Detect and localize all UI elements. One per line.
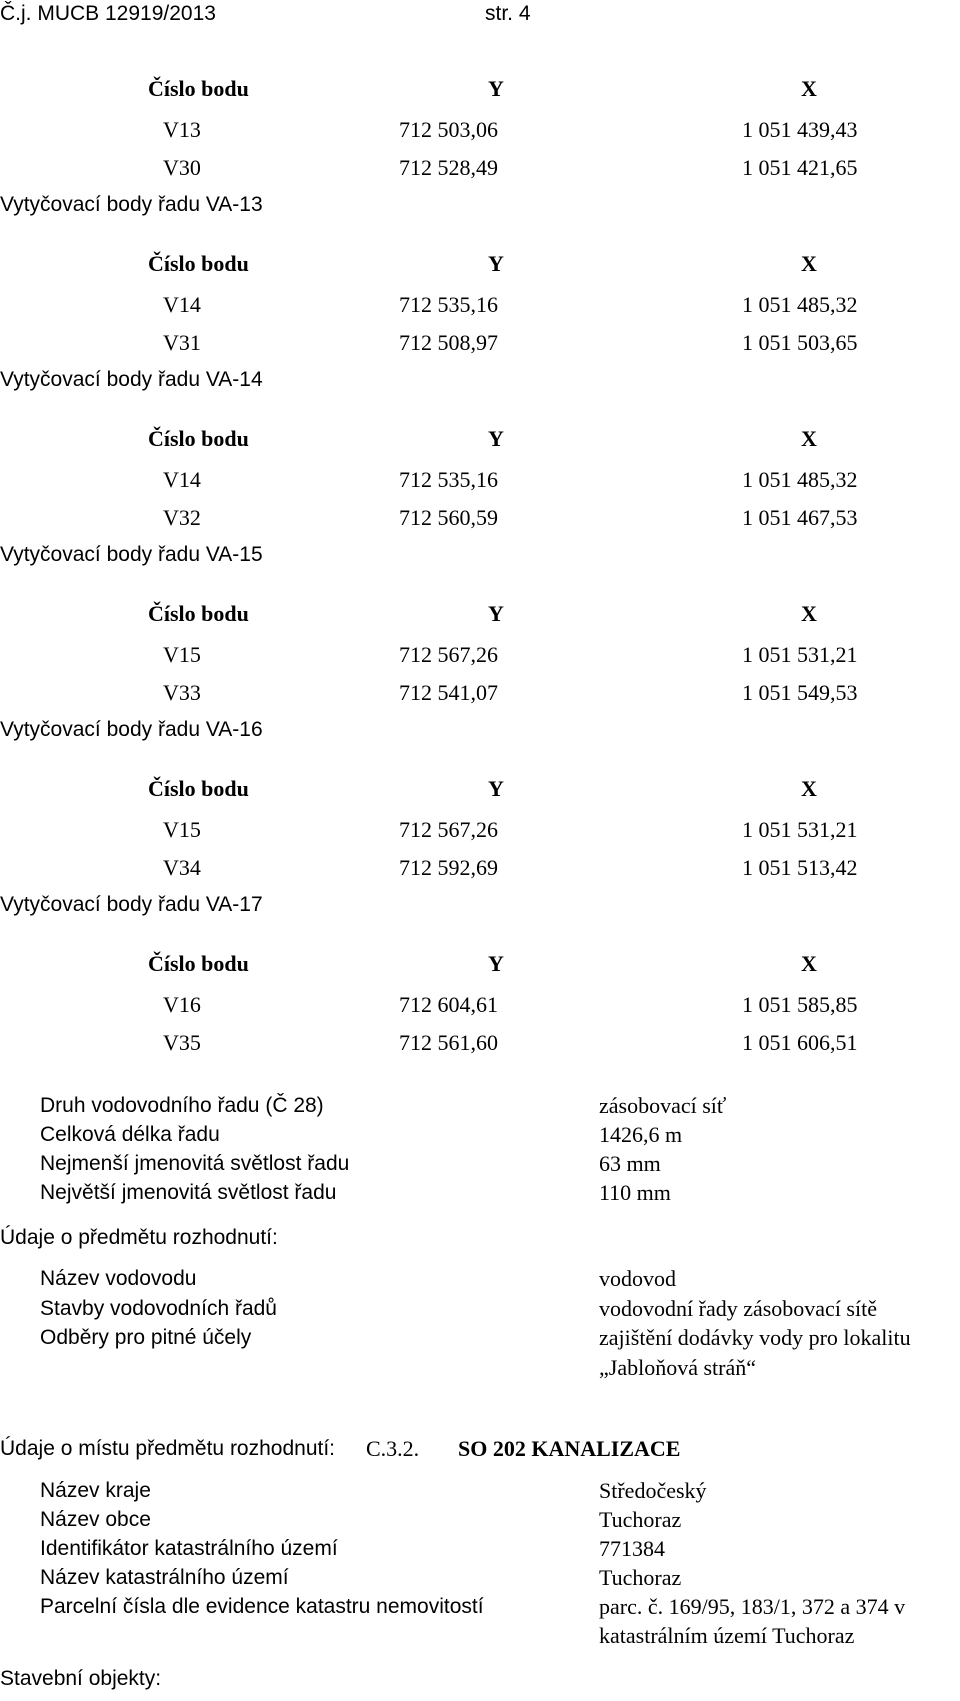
pipeline-value-3: 110 mm xyxy=(599,1180,671,1205)
pipeline-label-3: Největší jmenovitá světlost řadu xyxy=(40,1181,337,1204)
location-value-2: 771384 xyxy=(599,1536,665,1561)
pipeline-value-2: 63 mm xyxy=(599,1151,661,1176)
point-name: V30 xyxy=(163,155,201,180)
point-y: 712 561,60 xyxy=(399,1030,498,1055)
point-name: V31 xyxy=(163,330,201,355)
table-row xyxy=(0,1030,960,1058)
location-label-0: Název kraje xyxy=(40,1479,151,1502)
subject-value-1: vodovodní řady zásobovací sítě xyxy=(599,1296,877,1321)
point-y: 712 535,16 xyxy=(399,292,498,317)
point-x: 1 051 531,21 xyxy=(742,642,858,667)
coordinates-section xyxy=(0,76,960,1126)
location-label-2: Identifikátor katastrálního území xyxy=(40,1537,338,1560)
table-row xyxy=(0,330,960,358)
point-name: V14 xyxy=(163,292,201,317)
point-y: 712 567,26 xyxy=(399,817,498,842)
table-header-row xyxy=(0,251,960,279)
point-x: 1 051 503,65 xyxy=(742,330,858,355)
column-header-x: X xyxy=(801,601,817,626)
table-header-row xyxy=(0,776,960,804)
point-name: V34 xyxy=(163,855,201,880)
point-y: 712 535,16 xyxy=(399,467,498,492)
block-title: Vytyčovací body řadu VA-14 xyxy=(0,368,263,391)
page-number: str. 4 xyxy=(485,2,531,25)
block-title: Vytyčovací body řadu VA-16 xyxy=(0,718,263,741)
footer-heading: Stavební objekty: xyxy=(0,1667,162,1690)
table-header-row xyxy=(0,76,960,104)
point-y: 712 541,07 xyxy=(399,680,498,705)
table-row xyxy=(0,855,960,883)
location-label-4: Parcelní čísla dle evidence katastru nemovitostí xyxy=(40,1595,484,1618)
location-value-4: parc. č. 169/95, 183/1, 372 a 374 v xyxy=(599,1594,906,1619)
column-header-x: X xyxy=(801,251,817,276)
column-header-x: X xyxy=(801,951,817,976)
table-row xyxy=(0,505,960,533)
point-name: V15 xyxy=(163,817,201,842)
column-header-name: Číslo bodu xyxy=(148,601,249,626)
column-header-y: Y xyxy=(488,426,504,451)
location-heading: Údaje o místu předmětu rozhodnutí: xyxy=(0,1437,336,1460)
location-code: C.3.2. xyxy=(366,1436,420,1461)
pipeline-label-0: Druh vodovodního řadu (Č 28) xyxy=(40,1094,324,1117)
point-x: 1 051 585,85 xyxy=(742,992,858,1017)
table-header-row xyxy=(0,426,960,454)
point-y: 712 528,49 xyxy=(399,155,498,180)
column-header-y: Y xyxy=(488,601,504,626)
column-header-name: Číslo bodu xyxy=(148,951,249,976)
point-x: 1 051 485,32 xyxy=(742,292,858,317)
subject-value-2: zajištění dodávky vody pro lokalitu xyxy=(599,1325,911,1350)
pipeline-label-1: Celková délka řadu xyxy=(40,1123,220,1146)
table-row xyxy=(0,292,960,320)
point-y: 712 508,97 xyxy=(399,330,498,355)
table-row xyxy=(0,680,960,708)
table-row xyxy=(0,992,960,1020)
table-row xyxy=(0,117,960,145)
location-value-1: Tuchoraz xyxy=(599,1507,682,1532)
coordinate-block xyxy=(0,426,960,601)
point-x: 1 051 606,51 xyxy=(742,1030,858,1055)
location-value-3: Tuchoraz xyxy=(599,1565,682,1590)
column-header-x: X xyxy=(801,426,817,451)
point-x: 1 051 531,21 xyxy=(742,817,858,842)
pipeline-value-1: 1426,6 m xyxy=(599,1122,683,1147)
table-row xyxy=(0,467,960,495)
subject-label-1: Stavby vodovodních řadů xyxy=(40,1297,277,1320)
point-y: 712 560,59 xyxy=(399,505,498,530)
location-object: SO 202 KANALIZACE xyxy=(458,1436,681,1461)
coordinate-block xyxy=(0,76,960,251)
table-row xyxy=(0,155,960,183)
block-title: Vytyčovací body řadu VA-13 xyxy=(0,193,263,216)
subject-value-0: vodovod xyxy=(599,1266,676,1291)
column-header-name: Číslo bodu xyxy=(148,76,249,101)
location-label-3: Název katastrálního území xyxy=(40,1566,289,1589)
column-header-y: Y xyxy=(488,951,504,976)
column-header-name: Číslo bodu xyxy=(148,776,249,801)
point-name: V14 xyxy=(163,467,201,492)
pipeline-value-0: zásobovací síť xyxy=(599,1093,727,1118)
point-name: V13 xyxy=(163,117,201,142)
point-x: 1 051 513,42 xyxy=(742,855,858,880)
point-y: 712 503,06 xyxy=(399,117,498,142)
coordinate-block xyxy=(0,251,960,426)
point-x: 1 051 467,53 xyxy=(742,505,858,530)
pipeline-label-2: Nejmenší jmenovitá světlost řadu xyxy=(40,1152,350,1175)
column-header-x: X xyxy=(801,776,817,801)
point-name: V33 xyxy=(163,680,201,705)
coordinate-block xyxy=(0,601,960,776)
coordinate-block xyxy=(0,776,960,951)
point-y: 712 604,61 xyxy=(399,992,498,1017)
point-name: V32 xyxy=(163,505,201,530)
location-value-continuation: katastrálním území Tuchoraz xyxy=(599,1623,855,1648)
column-header-name: Číslo bodu xyxy=(148,426,249,451)
point-x: 1 051 485,32 xyxy=(742,467,858,492)
table-header-row xyxy=(0,951,960,979)
subject-label-0: Název vodovodu xyxy=(40,1267,197,1290)
column-header-y: Y xyxy=(488,776,504,801)
point-x: 1 051 549,53 xyxy=(742,680,858,705)
column-header-y: Y xyxy=(488,76,504,101)
table-header-row xyxy=(0,601,960,629)
point-y: 712 592,69 xyxy=(399,855,498,880)
location-label-1: Název obce xyxy=(40,1508,151,1531)
column-header-y: Y xyxy=(488,251,504,276)
point-y: 712 567,26 xyxy=(399,642,498,667)
table-row xyxy=(0,817,960,845)
column-header-name: Číslo bodu xyxy=(148,251,249,276)
point-name: V35 xyxy=(163,1030,201,1055)
document-reference: Č.j. MUCB 12919/2013 xyxy=(0,2,216,25)
subject-heading: Údaje o předmětu rozhodnutí: xyxy=(0,1226,278,1249)
location-value-0: Středočeský xyxy=(599,1478,707,1503)
column-header-x: X xyxy=(801,76,817,101)
point-name: V15 xyxy=(163,642,201,667)
subject-label-2: Odběry pro pitné účely xyxy=(40,1326,252,1349)
block-title: Vytyčovací body řadu VA-17 xyxy=(0,893,263,916)
point-name: V16 xyxy=(163,992,201,1017)
table-row xyxy=(0,642,960,670)
point-x: 1 051 439,43 xyxy=(742,117,858,142)
block-title: Vytyčovací body řadu VA-15 xyxy=(0,543,263,566)
subject-value-continuation: „Jabloňová stráň“ xyxy=(599,1355,756,1380)
point-x: 1 051 421,65 xyxy=(742,155,858,180)
